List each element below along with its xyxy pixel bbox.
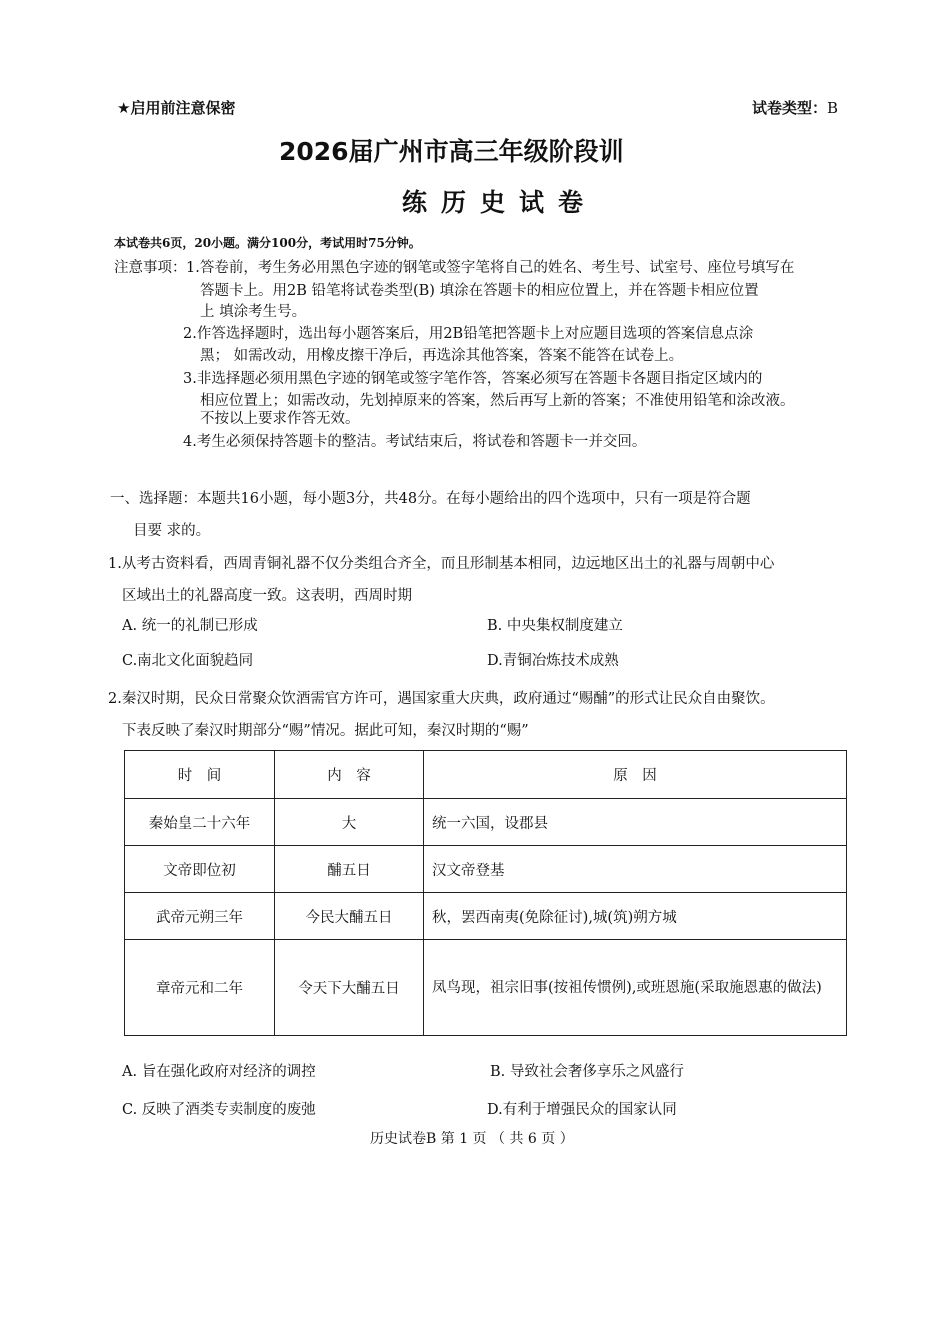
table-cell-reason: 凤鸟现，祖宗旧事(按祖传惯例),或班恩施(采取施恩惠的做法)	[424, 940, 847, 1036]
page-title-line2: 练历史试卷	[402, 188, 598, 217]
table-header-row	[125, 751, 847, 799]
table-header-time: 时 间	[125, 751, 275, 799]
paper-type	[752, 97, 838, 118]
table-cell-time: 章帝元和二年	[125, 940, 275, 1036]
q1-stem-line2: 区域出土的礼器高度一致。这表明，西周时期	[122, 588, 412, 604]
paper-type-label: 试卷类型：	[752, 99, 828, 117]
q1-option-c: C.南北文化面貌趋同	[122, 653, 254, 669]
page-title-line1: 2026届广州市高三年级阶段训	[279, 137, 624, 166]
table-cell-reason: 统一六国，设郡县	[424, 799, 847, 846]
q2-option-a: A. 旨在强化政府对经济的调控	[122, 1064, 316, 1080]
table-header-reason: 原 因	[424, 751, 847, 799]
q2-option-d: D.有利于增强民众的国家认同	[487, 1102, 677, 1118]
page-footer: 历史试卷B 第 1 页 （ 共 6 页 ）	[370, 1131, 574, 1147]
q1-option-a: A. 统一的礼制已形成	[122, 618, 258, 634]
table-cell-content: 酺五日	[275, 846, 424, 893]
q2-option-c: C. 反映了酒类专卖制度的废弛	[122, 1102, 316, 1118]
note-4-line1: 4.考生必须保持答题卡的整洁。考试结束后，将试卷和答题卡一并交回。	[183, 434, 647, 450]
table-row	[125, 940, 847, 1036]
q2-option-b: B. 导致社会奢侈享乐之风盛行	[490, 1064, 684, 1080]
note-2-line2: 黑； 如需改动，用橡皮擦干净后，再选涂其他答案，答案不能答在试卷上。	[200, 348, 684, 364]
q1-option-b: B. 中央集权制度建立	[487, 618, 623, 634]
paper-type-value: B	[827, 99, 839, 117]
note-3-line2: 相应位置上；如需改动，先划掉原来的答案，然后再写上新的答案；不准使用铅笔和涂改液。	[200, 393, 795, 409]
q1-stem-line1: 1.从考古资料看，西周青铜礼器不仅分类组合齐全，而且形制基本相同，边远地区出土的礼器与周朝中心	[108, 556, 775, 572]
q2-stem-line2: 下表反映了秦汉时期部分“赐”情况。据此可知，秦汉时期的“赐”	[122, 723, 529, 739]
table-row	[125, 799, 847, 846]
table-cell-content: 令天下大酺五日	[275, 940, 424, 1036]
exam-info: 本试卷共6页，20小题。满分100分，考试用时75分钟。	[114, 236, 421, 250]
note-2-line1: 2.作答选择题时，选出每小题答案后，用2B铅笔把答题卡上对应题目选项的答案信息点涂	[183, 326, 754, 342]
section-heading-line2: 目要 求的。	[133, 523, 211, 539]
table-cell-time: 秦始皇二十六年	[125, 799, 275, 846]
table-cell-time: 武帝元朔三年	[125, 893, 275, 940]
table-row	[125, 846, 847, 893]
note-1-line1: 1.答卷前，考生务必用黑色字迹的钢笔或签字笔将自己的姓名、考生号、试室号、座位号填写在	[186, 260, 795, 276]
table-row	[125, 893, 847, 940]
table-cell-content: 大	[275, 799, 424, 846]
table-cell-time: 文帝即位初	[125, 846, 275, 893]
note-1-line3: 上 填涂考生号。	[200, 304, 307, 320]
section-heading-line1: 一、选择题：本题共16小题，每小题3分，共48分。在每小题给出的四个选项中，只有一项是符合题	[110, 491, 751, 507]
table-cell-content: 今民大酺五日	[275, 893, 424, 940]
table-cell-reason: 汉文帝登基	[424, 846, 847, 893]
grant-table	[124, 750, 847, 1036]
note-3-line1: 3.非选择题必须用黑色字迹的钢笔或签字笔作答，答案必须写在答题卡各题目指定区域内的	[183, 371, 763, 387]
q2-stem-line1: 2.秦汉时期，民众日常聚众饮酒需官方许可，遇国家重大庆典，政府通过“赐酺”的形式让民众自由聚饮。	[108, 691, 775, 707]
notes-label: 注意事项：	[114, 260, 187, 276]
table-header-content: 内 容	[275, 751, 424, 799]
note-1-line2: 答题卡上。用2B 铅笔将试卷类型(B) 填涂在答题卡的相应位置上，并在答题卡相应位置	[200, 283, 759, 299]
note-3-line3: 不按以上要求作答无效。	[200, 411, 360, 427]
table-cell-reason: 秋，罢西南夷(免除征讨),城(筑)朔方城	[424, 893, 847, 940]
q1-option-d: D.青铜冶炼技术成熟	[487, 653, 619, 669]
confidential-notice: ★启用前注意保密	[117, 99, 236, 117]
